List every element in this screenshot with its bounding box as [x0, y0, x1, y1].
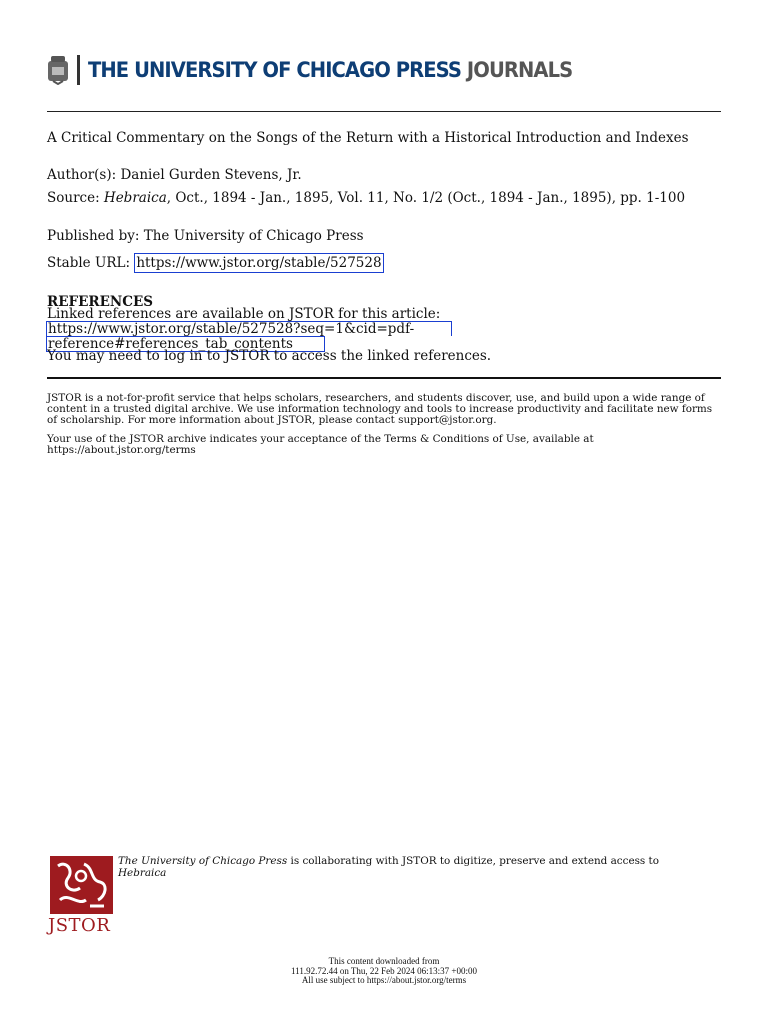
publisher-brand — [88, 58, 572, 82]
article-publisher: Published by: The University of Chicago Press — [47, 228, 364, 244]
brand-suffix: JOURNALS — [466, 58, 573, 82]
terms-notice: Your use of the JSTOR archive indicates your acceptance of the Terms & Conditions of Use, available at https://about.jstor.org/terms — [47, 433, 594, 457]
download-line3: All use subject to https://about.jstor.org/terms — [301, 975, 467, 985]
jstor-wordmark: JSTOR — [48, 915, 111, 936]
source-prefix: Source: — [47, 190, 104, 206]
download-note — [0, 957, 768, 986]
collaboration-statement — [118, 856, 678, 879]
references-link-line1[interactable]: https://www.jstor.org/stable/527528?seq=1&cid=pdf- — [46, 321, 452, 336]
source-details: , Oct., 1894 - Jan., 1895, Vol. 11, No. 1/2 (Oct., 1894 - Jan., 1895), pp. 1-100 — [166, 190, 686, 206]
source-journal: Hebraica — [103, 190, 167, 206]
download-line1: This content downloaded from — [328, 956, 440, 966]
jstor-notice: JSTOR is a not-for-profit service that helps scholars, researchers, and students discover, use, and build upon a wide range of content in a trusted digital archive. We use information technology and tools to increase productivity and facilitate new forms of scholarship. For more information about JSTOR, please contact support@jstor.org. — [47, 392, 713, 427]
references-link-line2[interactable]: reference#references_tab_contents — [46, 336, 325, 352]
brand-name: THE UNIVERSITY OF CHICAGO PRESS — [88, 58, 462, 82]
article-authors: Author(s): Daniel Gurden Stevens, Jr. — [47, 167, 302, 183]
stable-url-line — [47, 256, 384, 271]
top-rule — [47, 111, 721, 112]
university-crest-icon — [47, 55, 69, 85]
references-login-note: You may need to log in to JSTOR to access the linked references. — [47, 348, 492, 364]
download-line2: 111.92.72.44 on Thu, 22 Feb 2024 06:13:37 +00:00 — [291, 965, 477, 976]
article-source — [47, 191, 722, 206]
collab-middle: is collaborating with JSTOR to digitize, preserve and extend access to — [287, 855, 659, 867]
stable-url-label: Stable URL: — [47, 255, 135, 271]
references-intro: Linked references are available on JSTOR for this article: — [47, 306, 441, 322]
middle-rule — [47, 377, 721, 379]
collab-publisher: The University of Chicago Press — [118, 855, 288, 867]
header-divider — [77, 55, 80, 85]
references-heading: REFERENCES — [47, 294, 154, 310]
collab-journal: Hebraica — [118, 866, 167, 879]
stable-url-link[interactable]: https://www.jstor.org/stable/527528 — [136, 255, 382, 271]
jstor-logo-icon — [50, 856, 113, 914]
article-title: A Critical Commentary on the Songs of the Return with a Historical Introduction and Indexes — [47, 130, 689, 146]
